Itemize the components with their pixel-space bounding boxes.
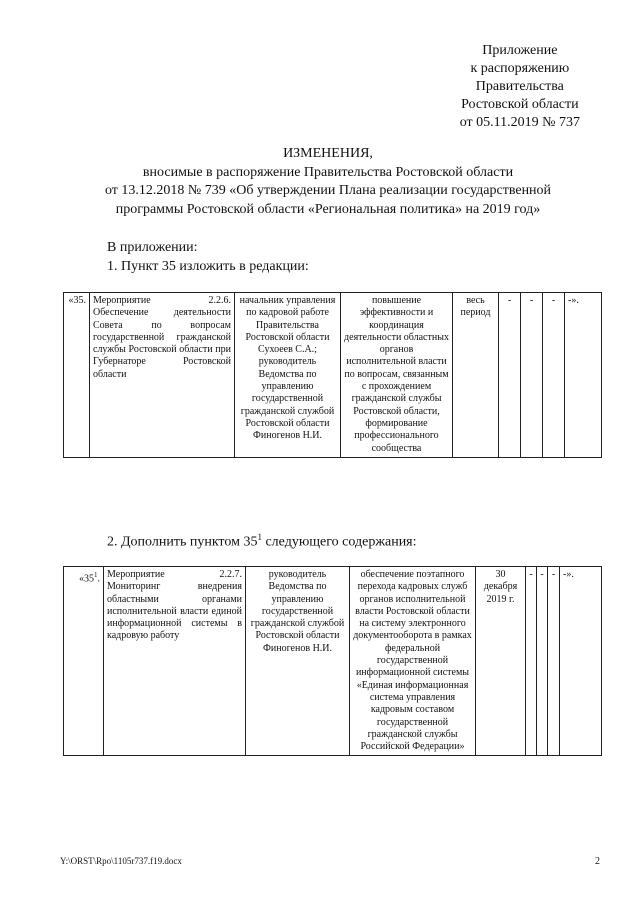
item-number-main: «35	[79, 573, 94, 585]
heading-line: вносимые в распоряжение Правительства Ростовской области	[142, 164, 514, 180]
period-cell: 30 декабря 2019 г.	[476, 567, 526, 756]
item-35-table	[63, 292, 602, 458]
closing-cell: -».	[565, 293, 602, 458]
responsible-cell: начальник управления по кадровой работе Правительства Ростовской области Сухоеев С.А.; руководитель Ведомства по управлению государственной гражданской службой Ростовской области Финогенов Н.И.	[235, 293, 341, 458]
paragraph-2-tail: следующего содержания:	[261, 534, 417, 550]
closing-cell: -».	[560, 567, 602, 756]
item-number: «35.	[64, 293, 90, 458]
page-number: 2	[595, 856, 600, 867]
intro-line: В приложении:	[107, 240, 198, 255]
period-cell: весь период	[453, 293, 499, 458]
responsible-cell: руководитель Ведомства по управлению государственной гражданской службой Ростовской области Финогенов Н.И.	[246, 567, 350, 756]
result-cell: обеспечение поэтапного перехода кадровых служб органов исполнительной власти Ростовской области на систему электронного документооборота в рамках федеральной государственной информационной системы «Единая информационная система управления кадровым составом государственной гражданской службы Российской Федерации»	[350, 567, 476, 756]
footer-file-path: Y:\ORST\Rpo\1105r737.f19.docx	[60, 856, 182, 866]
intro-line: 1. Пункт 35 изложить в редакции:	[107, 259, 309, 274]
table-row	[64, 293, 602, 458]
table-row	[64, 567, 602, 756]
paragraph-2-text: 2. Дополнить пунктом 35	[107, 534, 258, 550]
heading-line: от 13.12.2018 № 739 «Об утверждении Плана реализации государственной	[104, 183, 552, 198]
activity-cell: Мероприятие 2.2.6. Обеспечение деятельности Совета по вопросам государственной гражданской службы Ростовской области при Губернаторе Ростовской области	[90, 293, 235, 458]
activity-cell: Мероприятие 2.2.7. Мониторинг внедрения областными органами исполнительной власти единой информационной системы в кадровую работу	[104, 567, 246, 756]
appendix-line: Приложение	[482, 43, 558, 58]
dash-cell: -	[521, 293, 543, 458]
item-number-sup: 1	[94, 571, 98, 579]
item-number	[64, 567, 104, 756]
appendix-block	[460, 42, 580, 132]
result-cell: повышение эффективности и координация деятельности областных органов исполнительной власти по вопросам, связанным с прохождением гражданской службы Ростовской области, формирование профессионального сообщества	[341, 293, 453, 458]
dash-cell: -	[526, 567, 537, 756]
appendix-line: Правительства	[475, 79, 564, 94]
dash-cell: -	[537, 567, 548, 756]
document-heading	[60, 145, 596, 219]
appendix-line: к распоряжению	[470, 61, 570, 76]
paragraph-2	[107, 528, 417, 552]
heading-title: ИЗМЕНЕНИЯ,	[283, 146, 373, 161]
dash-cell: -	[543, 293, 565, 458]
dash-cell: -	[548, 567, 560, 756]
paragraph-2-sup: 1	[257, 532, 262, 542]
item-number-tail: .	[97, 573, 100, 585]
dash-cell: -	[499, 293, 521, 458]
intro-text	[107, 238, 309, 276]
appendix-line: от 05.11.2019 № 737	[459, 115, 580, 130]
item-35-1-table	[63, 566, 602, 756]
heading-line: программы Ростовской области «Региональная политика» на 2019 год»	[115, 201, 541, 217]
appendix-line: Ростовской области	[461, 97, 579, 112]
